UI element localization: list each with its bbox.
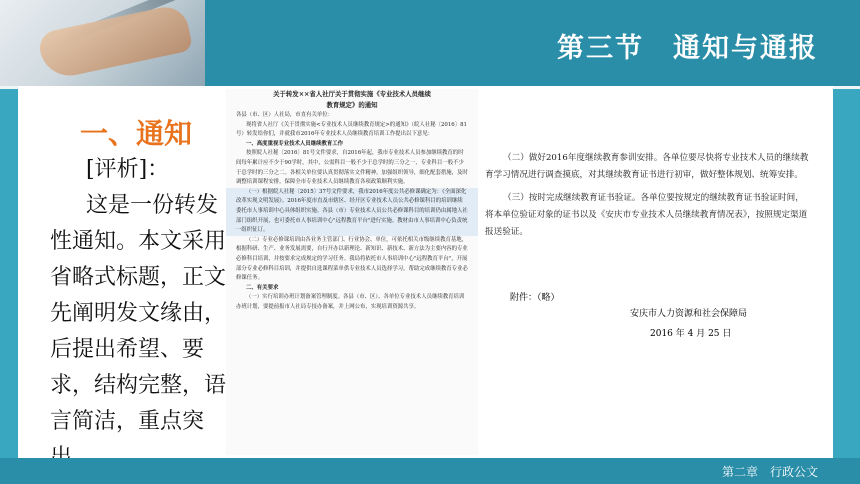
doc-attachment: 附件：（略）: [510, 293, 560, 303]
commentary-body: 这是一份转发性通知。本文采用省略式标题，正文先阐明发文缘由，后提出希望、要求，结构完整，语言简洁，重点突: [50, 193, 227, 434]
side-heading: 一、通知: [80, 117, 193, 150]
doc-paragraph: （二）专业必修课培训由各业务主管部门、行业协会、单位，可依托相关市级继续教育基地，根据科研、生产、业务发展需要，自行开办以新理论、新知识、新技术、新方法为主要内容的专业必修科目培训，并按要求完成规定的学习任务。我局将依托市人事培训中心"远程教育平台"，开展部分专业必修科目培训，并提供自选课程菜单供专业技术人员选择学习，帮助完成继续教育专业必修课任务。: [236, 236, 468, 282]
doc-signature-org: 安庆市人力资源和社会保障局: [630, 309, 748, 319]
document-continuation: [485, 150, 810, 247]
doc-paragraph: 现将省人社厅《关于贯彻实施<专业技术人员继续教育规定>的通知》（皖人社秘〔2016〕81号）转发给你们，并就我市2016年专业技术人员继续教育培训工作提出以下意见：: [236, 121, 467, 138]
doc-salutation: 各县（市、区）人社局，市直有关单位：: [236, 112, 334, 118]
doc-heading: 一、高度重视专业技术人员继续教育工作: [246, 140, 344, 147]
section-title: 第三节 通知与通报: [557, 33, 818, 64]
chapter-label: 第二章 行政公文: [721, 465, 818, 479]
doc-title-line2: 教育规定》的通知: [326, 101, 378, 109]
document-scan: [226, 89, 478, 455]
commentary-label: [评析]：: [86, 157, 170, 182]
commentary: [50, 152, 226, 476]
doc-heading: 二、有关要求: [246, 284, 279, 291]
doc-title-line1: 关于转发××省人社厅关于贯彻实施《专业技术人员继续: [273, 90, 431, 98]
doc-paragraph: （一）实行培训办班计划备案管理制度。各县（市、区）、各单位专业技术人员继续教育培训办班计划，要提前报市人社局专技办备案，并上网公布，实现培训资源共享。: [236, 294, 465, 310]
doc-signature-date: 2016 年 4 月 25 日: [650, 329, 732, 339]
doc-paragraph: 按照皖人社秘〔2016〕81号文件要求，自2016年起，我市专业技术人员参加继续教育的时间每年累计应不少于90学时，其中，公需科目一般不少于总学时的三分之一，专业科目一般不少于总学时的三分之二。各相关单位要认真贯彻落实文件精神，加强组织领导，细化配套措施，及时调整培训课程安排，保障全市专业技术人员继续教育各项政策顺利实施。: [236, 150, 468, 186]
doc-paragraph-highlight: （一）根据皖人社秘〔2015〕37号文件要求，我市2016年度公共必修课确定为：《全面深化改革实现文明发展》。2016年度市直及市辖区、经开区专业技术人员公共必修课科目的培训继续委托市人事培训中心具体组织实施。各县（市）专业技术人员公共必修课科目的培训仍由属地人社部门组织开展，也可委托市人事培训中心"远程教育平台"进行实施。教材由市人事培训中心负责统一组织征订。: [226, 188, 478, 236]
header-band: [0, 0, 860, 86]
doc-paragraph: （二）做好2016年度继续教育参训安排。各单位要尽快将专业技术人员的继续教育学习情况进行调查摸底，对其继续教育证书进行初审，做好整体规划、统筹安排。: [485, 153, 809, 180]
header-photo: [0, 0, 205, 86]
doc-paragraph: （三）按时完成继续教育证书验证。各单位要按规定的继续教育证书验证时间，将本单位验证对象的证书以及《安庆市专业技术人员继续教育情况表》，按照规定渠道报送验证。: [485, 193, 808, 237]
footer-band: [0, 458, 860, 484]
